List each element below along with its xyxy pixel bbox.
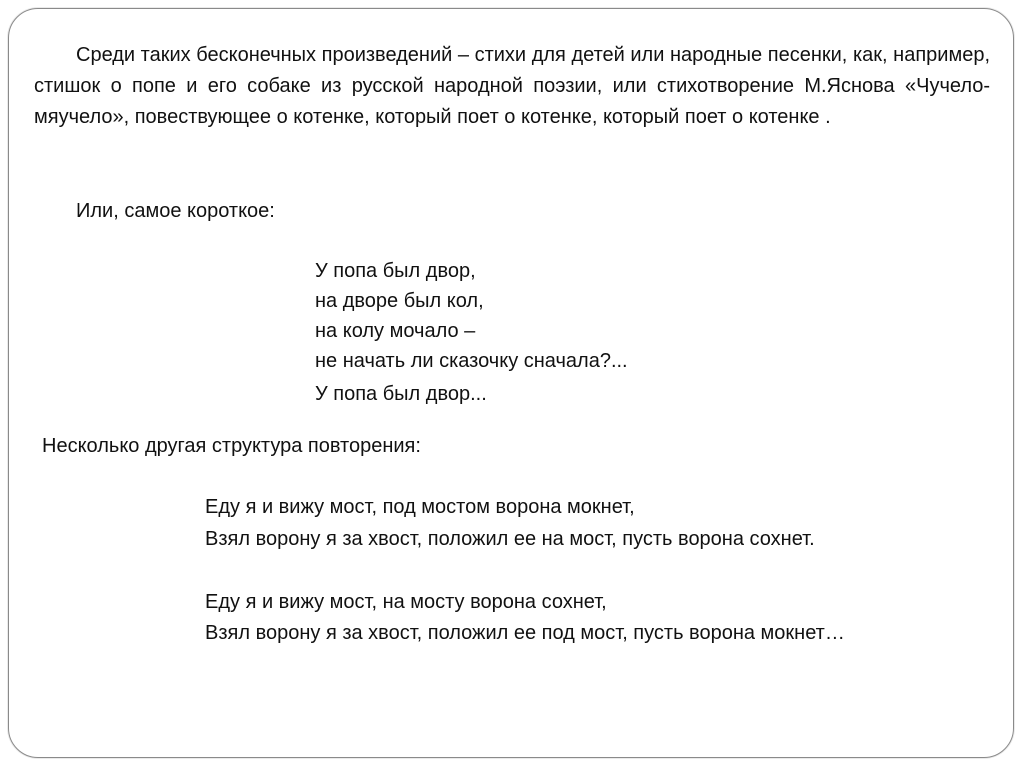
intro-paragraph: Среди таких бесконечных произведений – стихи для детей или народные песенки, как, например, стишок о попе и его собаке из русской народной поэзии, или стихотворение М.Яснова «Чучело-мяучело», повествующее о котенке, который поет о котенке, который поет о котенке . bbox=[34, 44, 990, 128]
verse-crow-line: Еду я и вижу мост, на мосту ворона сохнет, bbox=[205, 591, 607, 613]
verse-priest-line: У попа был двор, bbox=[315, 260, 476, 282]
verse-crow-line: Взял ворону я за хвост, положил ее на мост, пусть ворона сохнет. bbox=[205, 528, 815, 550]
verse-priest-line: У попа был двор... bbox=[315, 383, 487, 405]
verse-crow-line: Еду я и вижу мост, под мостом ворона мокнет, bbox=[205, 496, 635, 518]
short-verse-label: Или, самое короткое: bbox=[76, 200, 275, 222]
verse-priest-line: на колу мочало – bbox=[315, 320, 476, 342]
verse-priest-line: на дворе был кол, bbox=[315, 290, 484, 312]
structure-label: Несколько другая структура повторения: bbox=[42, 435, 421, 457]
verse-crow-line: Взял ворону я за хвост, положил ее под мост, пусть ворона мокнет… bbox=[205, 622, 845, 644]
verse-priest-line: не начать ли сказочку сначала?... bbox=[315, 350, 628, 372]
